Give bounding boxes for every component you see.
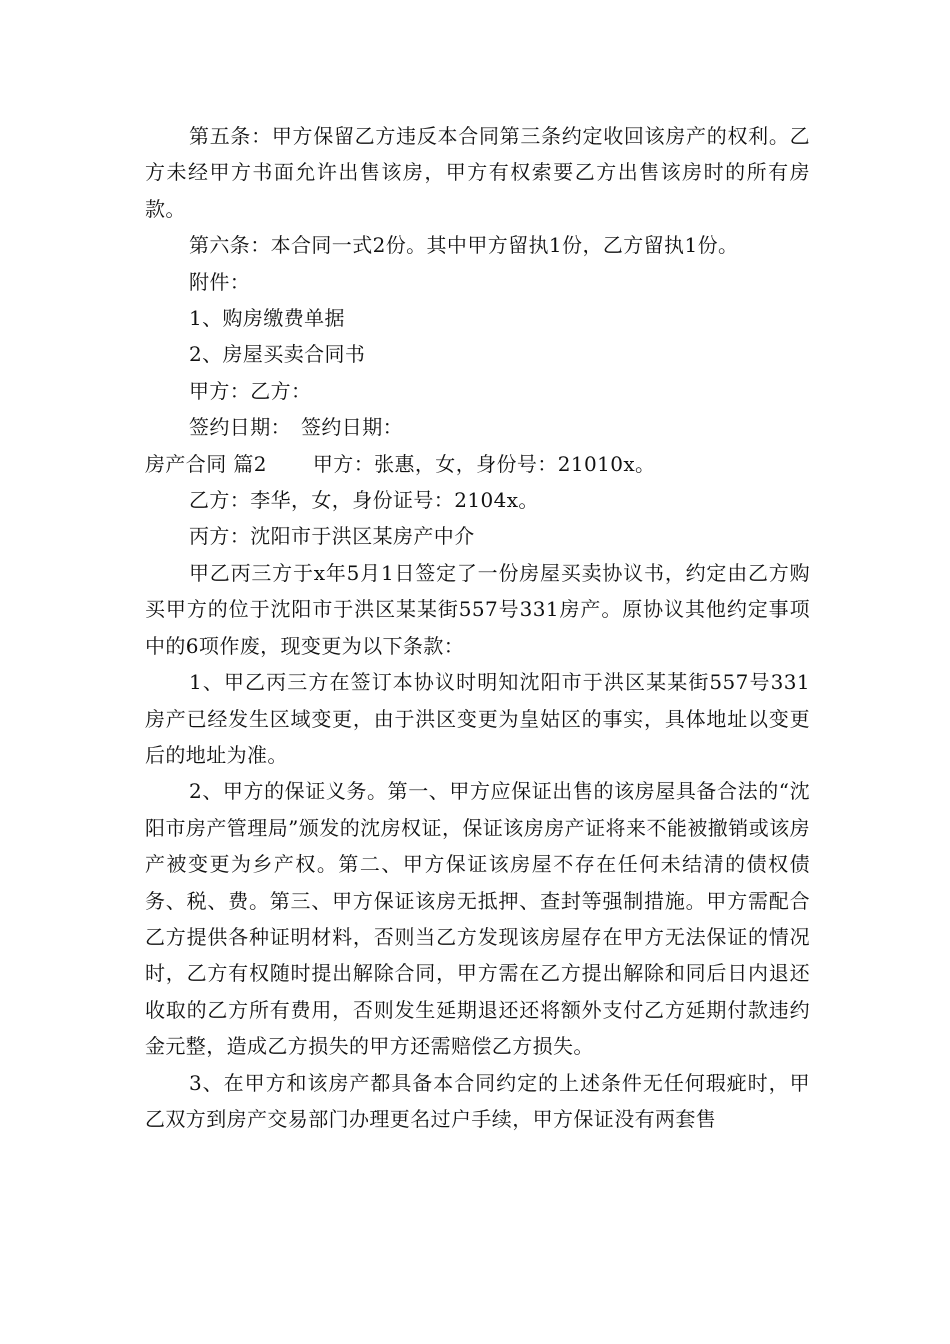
signature-party-a-label: 甲方： bbox=[189, 378, 251, 403]
party-c-paragraph: 丙方：沈阳市于洪区某房产中介 bbox=[189, 524, 475, 549]
signature-date-a-label: 签约日期： bbox=[189, 415, 291, 440]
document-body bbox=[145, 118, 810, 1137]
clause-1-paragraph: 1、甲乙丙三方在签订本协议时明知沈阳市于洪区某某街557号331房产已经发生区域变更，由于洪区变更为皇姑区的事实，具体地址以变更后的地址为准。 bbox=[145, 670, 810, 767]
article-5-paragraph: 第五条：甲方保留乙方违反本合同第三条约定收回该房产的权利。乙方未经甲方书面允许出售该房，甲方有权索要乙方出售该房时的所有房款。 bbox=[145, 124, 810, 221]
clause-3-paragraph: 3、在甲方和该房产都具备本合同约定的上述条件无任何瑕疵时，甲乙双方到房产交易部门办理更名过户手续，甲方保证没有两套售 bbox=[145, 1070, 810, 1131]
signature-party-b-label: 乙方： bbox=[250, 378, 312, 403]
section-title: 房产合同 篇2 bbox=[145, 451, 267, 476]
signature-dates-line bbox=[145, 409, 810, 445]
clause-2-paragraph: 2、甲方的保证义务。第一、甲方应保证出售的该房屋具备合法的“沈阳市房产管理局”颁发的沈房权证，保证该房房产证将来不能被撤销或该房产被变更为乡产权。第二、甲方保证该房屋不存在任何未结清的债权债务、税、费。第三、甲方保证该房无抵押、查封等强制措施。甲方需配合乙方提供各种证明材料，否则当乙方发现该房屋存在甲方无法保证的情况时，乙方有权随时提出解除合同，甲方需在乙方提出解除和同后日内退还收取的乙方所有费用，否则发生延期退还还将额外支付乙方延期付款违约金元整，造成乙方损失的甲方还需赔偿乙方损失。 bbox=[145, 779, 810, 1059]
attachment-item-2: 2、房屋买卖合同书 bbox=[189, 342, 366, 367]
attachment-item-1: 1、购房缴费单据 bbox=[189, 306, 345, 331]
section-heading-line bbox=[145, 446, 810, 482]
attachments-heading: 附件： bbox=[189, 269, 251, 294]
signature-date-b-label: 签约日期： bbox=[301, 415, 403, 440]
article-6-paragraph: 第六条：本合同一式2份。其中甲方留执1份，乙方留执1份。 bbox=[189, 233, 739, 258]
signature-parties-line bbox=[145, 373, 810, 409]
intro-paragraph: 甲乙丙三方于x年5月1日签定了一份房屋买卖协议书，约定由乙方购买甲方的位于沈阳市于洪区某某街557号331房产。原协议其他约定事项中的6项作废，现变更为以下条款： bbox=[145, 560, 810, 658]
party-b-paragraph: 乙方：李华，女，身份证号：2104x。 bbox=[189, 488, 539, 513]
section-party-a: 甲方：张惠，女，身份号：21010x。 bbox=[312, 451, 656, 476]
